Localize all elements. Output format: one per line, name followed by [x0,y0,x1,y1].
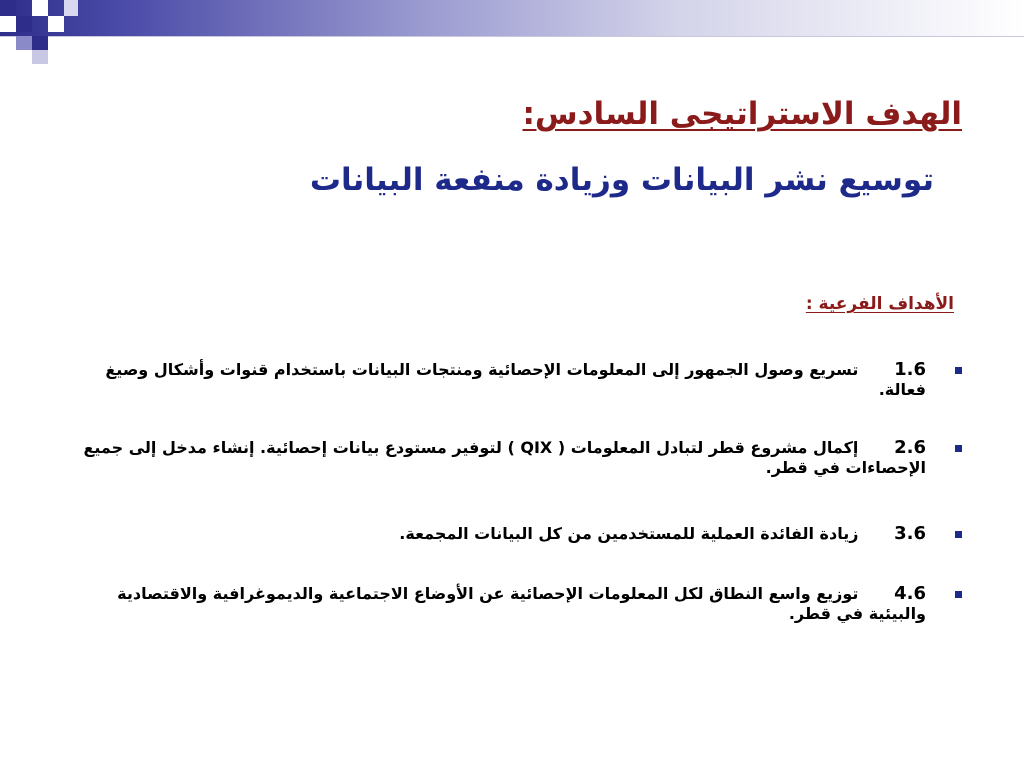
square-bullet-icon [955,445,962,452]
section-label-sub-objectives: الأهداف الفرعية : [805,294,954,314]
objective-text: تسريع وصول الجمهور إلى المعلومات الإحصائية ومنتجات البيانات باستخدام قنوات وأشكال وصيغ فعالة. [105,360,926,399]
top-decorative-bar [0,0,1024,36]
objective-text: إكمال مشروع قطر لتبادل المعلومات ( QIX ) لتوفير مستودع بيانات إحصائية. إنشاء مدخل إلى جميع الإحصاءات في قطر. [83,438,926,477]
objective-item-4 [72,584,962,624]
objective-number: 2.6 [894,437,926,458]
objectives-list [72,360,962,624]
square-bullet-icon [955,531,962,538]
objective-text: زيادة الفائدة العملية للمستخدمين من كل البيانات المجمعة. [399,524,859,543]
objective-text: توزيع واسع النطاق لكل المعلومات الإحصائية عن الأوضاع الاجتماعية والديموغرافية والاقتصادية والبيئية في قطر. [117,584,926,623]
top-bar-divider [0,36,1024,37]
slide-subtitle: توسيع نشر البيانات وزيادة منفعة البيانات [309,162,934,198]
objective-number: 3.6 [894,523,926,544]
square-bullet-icon [955,367,962,374]
objective-number: 4.6 [894,583,926,604]
slide-title: الهدف الاستراتيجى السادس: [522,96,962,132]
square-bullet-icon [955,591,962,598]
objective-item-3 [72,524,962,544]
objective-item-2 [72,438,962,478]
objective-number: 1.6 [894,359,926,380]
objective-item-1 [72,360,962,400]
